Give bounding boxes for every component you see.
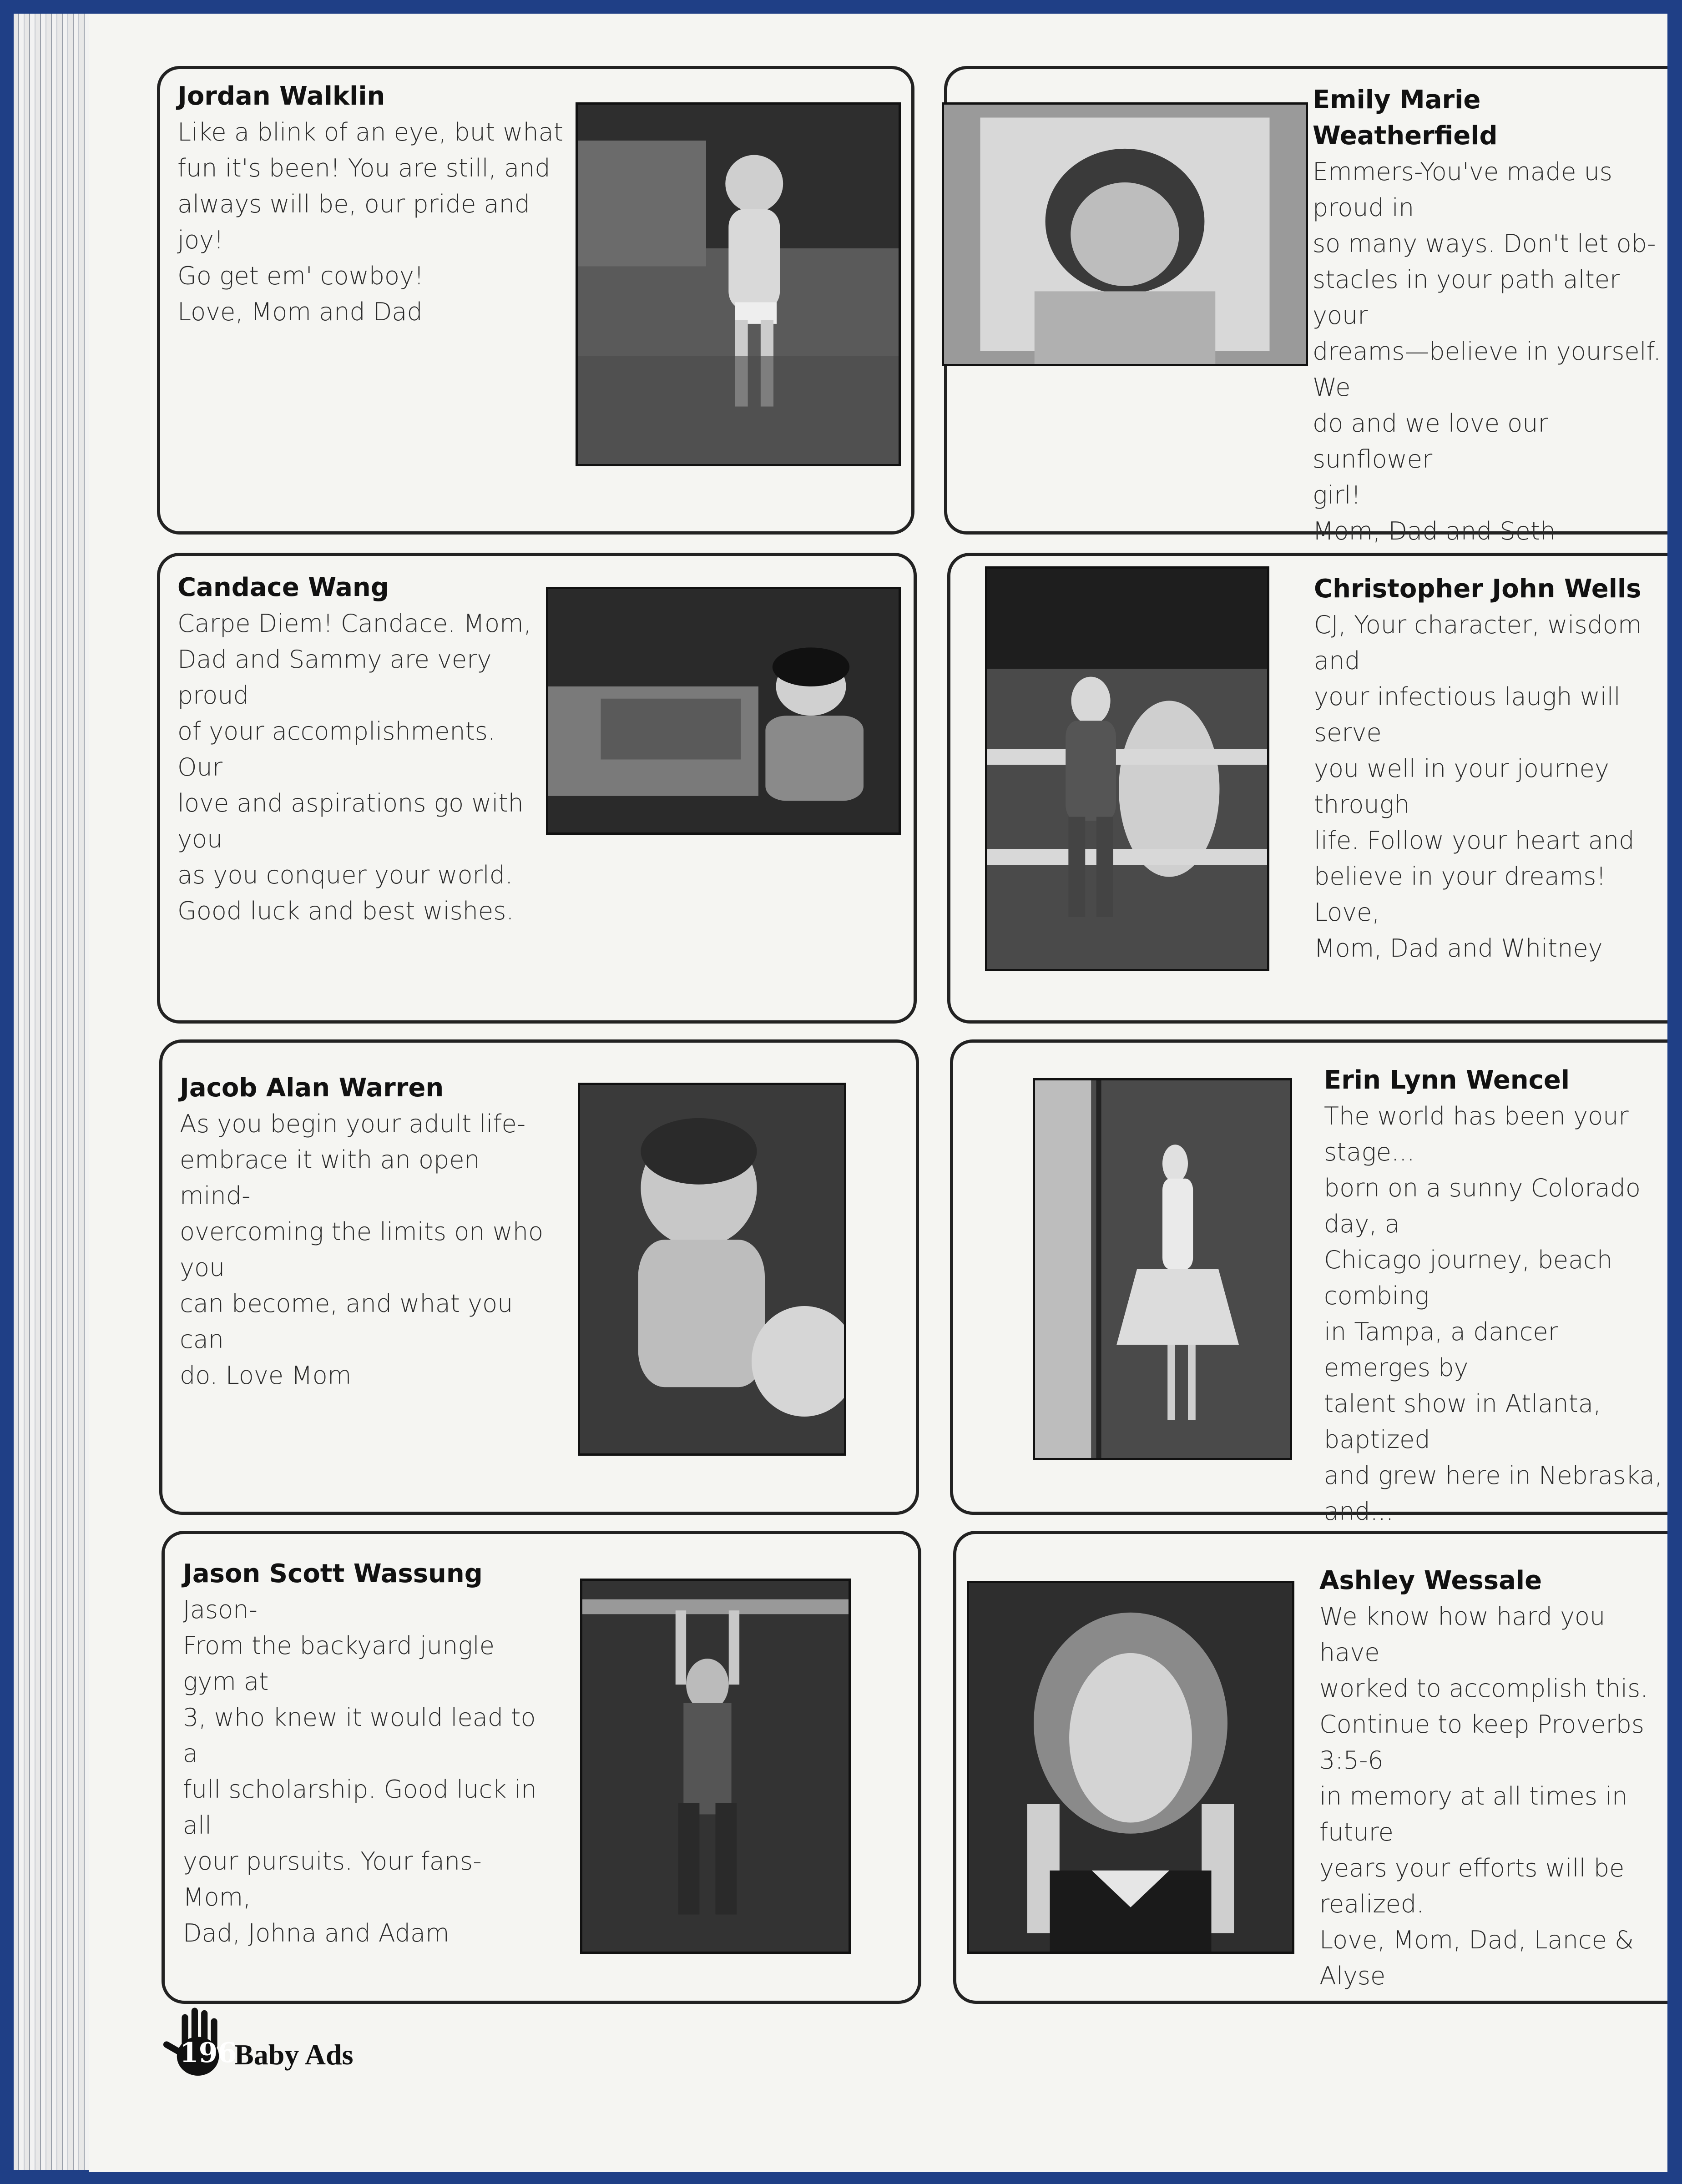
baby-ad-text (1313, 82, 1667, 549)
baby-photo (1033, 1078, 1292, 1460)
ad-message: We know how hard you have worked to accomplish this. Continue to keep Proverbs 3:5-6 in memory at all times in future years your efforts will be realized. Love, Mom, Dad, Lance & Alyse (1319, 1602, 1648, 1990)
baby-photo (576, 102, 901, 466)
baby-photo (546, 587, 901, 835)
baby-ad-text (180, 1070, 557, 1393)
ad-name: Christopher John Wells (1314, 574, 1642, 604)
ad-message: Carpe Diem! Candace. Mom, Dad and Sammy are very proud of your accomplishments. Our love and aspirations go with you as you conquer your world. Good luck and best wishes. (177, 609, 531, 925)
section-title: Baby Ads (234, 2038, 354, 2071)
ad-name: Ashley Wessale (1319, 1566, 1542, 1595)
baby-photo (967, 1581, 1294, 1954)
baby-ad-text (177, 570, 541, 929)
ad-name: Erin Lynn Wencel (1324, 1065, 1570, 1095)
ad-name: Jason Scott Wassung (183, 1559, 483, 1589)
ad-name: Emily Marie Weatherfield (1313, 85, 1498, 151)
page-footer (155, 2006, 382, 2070)
baby-photo (985, 566, 1269, 971)
ad-message: The world has been your stage... born on a sunny Colorado day, a Chicago journey, beach combing in Tampa, a dancer emerges by talent show in Atlanta, baptized and grew here in Nebraska, and... (1324, 1102, 1662, 1526)
baby-ad-text (1324, 1062, 1667, 1565)
book-cover-edge (1667, 0, 1682, 2184)
baby-ad-text (183, 1556, 547, 1951)
ad-name: Jacob Alan Warren (180, 1073, 444, 1103)
ad-name: Jordan Walklin (177, 81, 385, 111)
page-number: 196 (180, 2037, 237, 2069)
ad-message: Like a blink of an eye, but what fun it's been! You are still, and always will be, our pride and joy! Go get em' cowboy! Love, Mom and Dad (177, 118, 563, 326)
ad-message: Jason- From the backyard jungle gym at 3, who knew it would lead to a full scholarship. Good luck in all your pursuits. Your fans-Mom, Dad, Johna and Adam (183, 1595, 537, 1947)
baby-ad-text (1319, 1563, 1667, 1994)
baby-ad-text (1314, 571, 1667, 966)
baby-ad-text (177, 78, 569, 330)
baby-photo (942, 102, 1308, 366)
ad-message: As you begin your adult life- embrace it with an open mind- overcoming the limits on who you can become, and what you can do. Love Mom (180, 1110, 544, 1390)
baby-photo (580, 1579, 851, 1954)
baby-photo (578, 1083, 846, 1456)
ad-name: Candace Wang (177, 573, 389, 602)
ad-message: CJ, Your character, wisdom and your infectious laugh will serve you well in your journey through life. Follow your heart and believe in your dreams! Love, Mom, Dad and Whitney (1314, 610, 1642, 963)
ad-message: Emmers-You've made us proud in so many ways. Don't let ob- stacles in your path alter your dreams—believe in yourself. We do and we love our sunflower girl! Mom, Dad and Seth (1313, 157, 1661, 545)
